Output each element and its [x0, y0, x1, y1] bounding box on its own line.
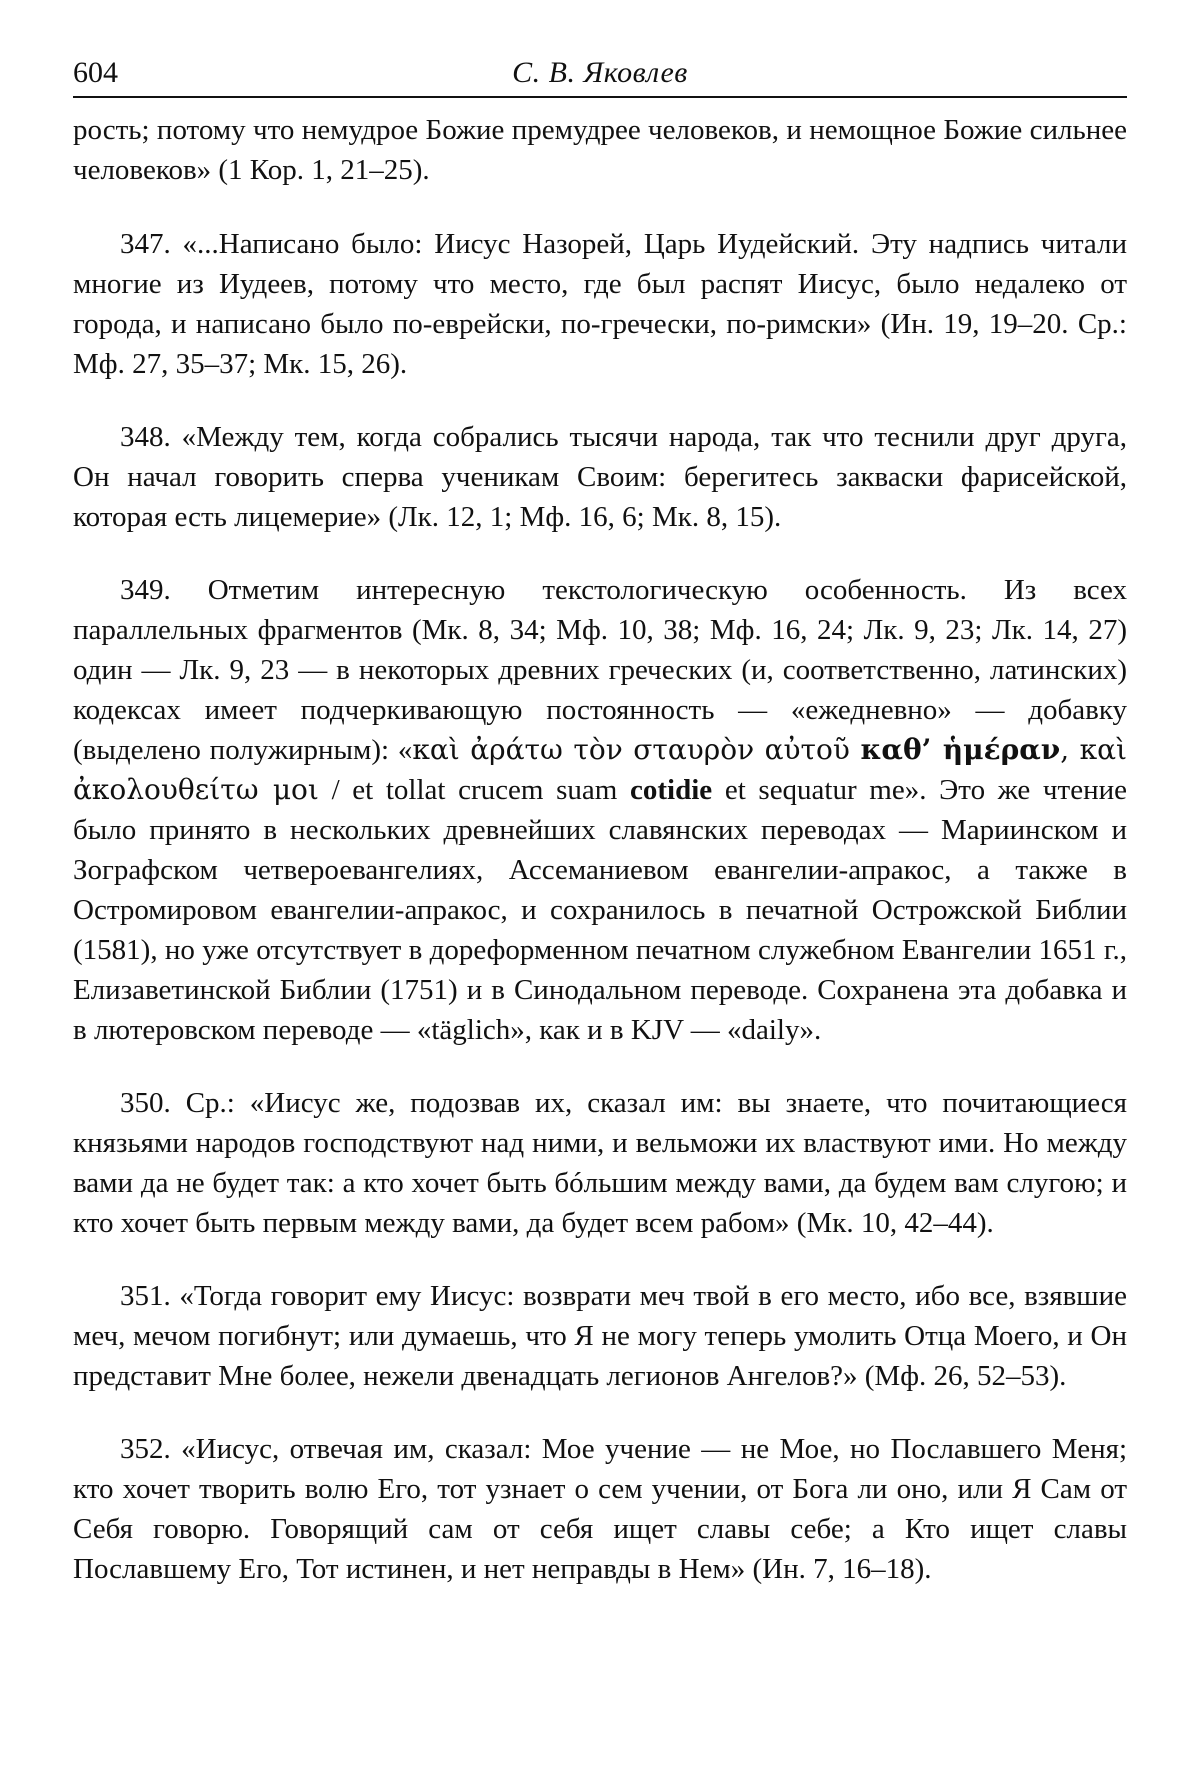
- header-rule: [73, 96, 1127, 98]
- greek-quote-start: καὶ ἀράτω τὸν σταυρὸν αὐτοῦ: [412, 733, 861, 766]
- continued-paragraph: рость; потому что немудрое Божие премудрее человеков, и немощное Божие сильнее человеков» (1 Кор. 1, 21–25).: [73, 114, 1127, 186]
- note-348: 348. «Между тем, когда собрались тысячи народа, так что теснили друг друга, Он начал говорить сперва ученикам Своим: берегитесь закваски фарисейской, которая есть лицемерие» (Лк. 12, 1; Мф. 16, 6; Мк. 8, 15).: [73, 421, 1127, 533]
- greek-quote-end: , καὶ ἀκολουθείτω μοι: [73, 733, 1128, 806]
- note-350: 350. Ср.: «Иисус же, подозвав их, сказал им: вы знаете, что почитающиеся князьями народов господствуют над ними, и вельможи их властвуют ими. Но между вами да не будет так: а кто хочет быть бóльшим между вами, да будем вам слугою; и кто хочет быть первым между вами, да будет всем рабом» (Мк. 10, 42–44).: [73, 1087, 1127, 1239]
- note-349: [73, 570, 1127, 1050]
- body-text: [73, 110, 1127, 1622]
- latin-quote-start: / et tollat crucem suam: [318, 774, 630, 806]
- note-349-intro: 349. Отметим интересную текстологическую особенность. Из всех параллельных фрагментов (Мк. 8, 34; Мф. 10, 38; Мф. 16, 24; Лк. 9, 23; Лк. 14, 27) один — Лк. 9, 23 — в некоторых древних греческих (и, соответственно, латинских) кодексах имеет подчеркивающую постоянность — «ежедневно» — добавку (выделено полужирным): «: [73, 574, 1127, 766]
- greek-bold-addition: καθ’ ἡμέραν: [860, 733, 1061, 766]
- note-352: 352. «Иисус, отвечая им, сказал: Мое учение — не Мое, но Пославшего Меня; кто хочет творить волю Его, тот узнает о сем учении, от Бога ли оно, или Я Сам от Себя говорю. Говорящий сам от себя ищет славы себе; а Кто ищет славы Пославшему Его, Тот истинен, и нет неправды в Нем» (Ин. 7, 16–18).: [73, 1433, 1127, 1585]
- page-number: 604: [73, 56, 118, 89]
- running-head: С. В. Яковлев: [512, 56, 688, 89]
- page-header: [73, 48, 1127, 98]
- note-347: 347. «...Написано было: Иисус Назорей, Царь Иудейский. Эту надпись читали многие из Иудеев, потому что место, где был распят Иисус, было недалеко от города, и написано было по-еврейски, по-гречески, по-римски» (Ин. 19, 19–20. Ср.: Мф. 27, 35–37; Мк. 15, 26).: [73, 228, 1127, 380]
- latin-bold-addition: cotidie: [630, 774, 713, 806]
- note-351: 351. «Тогда говорит ему Иисус: возврати меч твой в его место, ибо все, взявшие меч, мечом погибнут; или думаешь, что Я не могу теперь умолить Отца Моего, и Он представит Мне более, нежели двенадцать легионов Ангелов?» (Мф. 26, 52–53).: [73, 1280, 1127, 1392]
- note-349-commentary: Это же чтение было принято в нескольких древнейших славянских переводах — Мариинском и Зографском четвероевангелиях, Ассеманиевом евангелии-апракос, а также в Остромировом евангелии-апракос, и сохранилось в печатной Острожской Библии (1581), но уже отсутствует в дореформенном печатном служебном Евангелии 1651 г., Елизаветинской Библии (1751) и в Синодальном переводе. Сохранена эта добавка и в лютеровском переводе — «täglich», как и в KJV — «daily».: [73, 774, 1127, 1046]
- latin-quote-end: et sequatur me».: [712, 774, 940, 806]
